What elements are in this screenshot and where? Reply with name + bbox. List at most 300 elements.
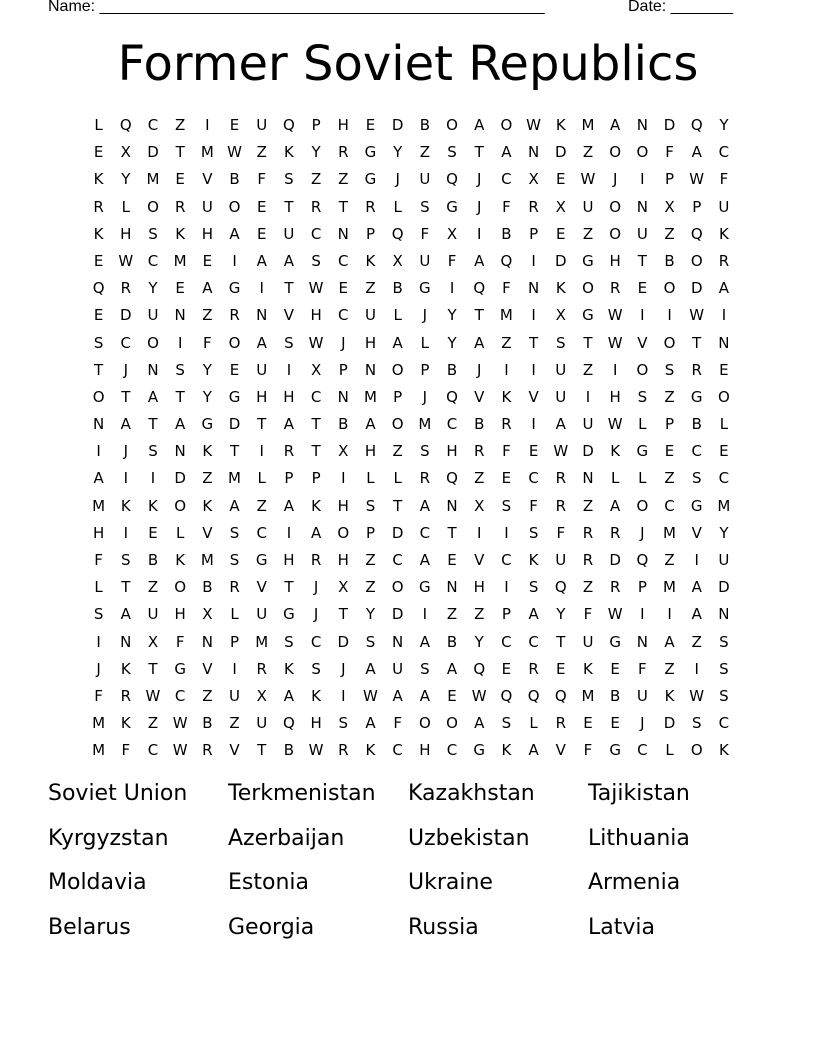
grid-letter: A (664, 632, 675, 651)
grid-letter: A (555, 415, 566, 434)
grid-letter: W (363, 686, 378, 705)
grid-letter: A (256, 251, 267, 270)
grid-letter: T (121, 387, 131, 406)
grid-letter: U (147, 306, 159, 325)
grid-letter: I (585, 387, 591, 406)
grid-letter: X (147, 632, 159, 651)
grid-letter: Z (256, 143, 267, 162)
word-list-item: Tajikistan (588, 781, 690, 806)
grid-letter: T (121, 578, 131, 597)
grid-letter: I (259, 279, 264, 298)
grid-letter: C (664, 496, 675, 515)
grid-letter: A (610, 496, 621, 515)
grid-letter: U (555, 551, 567, 569)
grid-letter: R (338, 143, 349, 162)
grid-letter: X (120, 143, 131, 162)
grid-letter: H (419, 741, 431, 760)
grid-letter: T (175, 143, 185, 162)
grid-letter: R (555, 714, 566, 733)
grid-letter: R (256, 659, 267, 678)
grid-letter: A (501, 143, 512, 162)
grid-letter: F (175, 632, 185, 651)
grid-letter: U (229, 686, 241, 705)
grid-letter: J (477, 360, 482, 379)
grid-letter: G (228, 387, 241, 406)
grid-letter: Z (147, 714, 159, 733)
grid-letter: F (94, 551, 103, 569)
grid-letter: A (283, 686, 295, 705)
grid-letter: N (120, 632, 132, 651)
grid-letter: A (120, 605, 131, 624)
grid-letter: C (256, 523, 267, 542)
grid-letter: F (420, 224, 430, 243)
grid-letter: E (556, 224, 566, 243)
grid-letter: E (93, 306, 104, 325)
grid-letter: W (308, 741, 324, 760)
grid-letter: I (640, 605, 645, 624)
grid-letter: J (477, 170, 482, 189)
grid-letter: I (286, 360, 292, 379)
grid-letter: P (365, 224, 375, 243)
grid-letter: Y (121, 170, 131, 189)
grid-letter: K (718, 224, 729, 243)
word-list-item: Estonia (228, 870, 309, 895)
grid-letter: I (96, 632, 101, 651)
grid-letter: P (665, 415, 675, 434)
grid-letter: R (609, 279, 621, 298)
grid-letter: D (228, 415, 241, 434)
grid-letter: D (582, 442, 594, 461)
grid-letter: Q (283, 116, 295, 134)
grid-letter: H (201, 224, 213, 243)
grid-letter: J (395, 170, 400, 189)
grid-letter: Q (473, 279, 486, 298)
grid-letter: A (528, 741, 539, 760)
grid-letter: E (447, 551, 457, 569)
grid-letter: Q (446, 387, 458, 406)
grid-letter: C (147, 251, 159, 270)
grid-letter: Y (365, 605, 376, 624)
grid-letter: U (201, 197, 213, 216)
grid-letter: P (637, 578, 647, 597)
grid-letter: E (637, 279, 648, 298)
grid-letter: S (365, 632, 376, 651)
grid-letter: O (174, 496, 187, 515)
word-list-item: Terkmenistan (228, 781, 376, 806)
grid-letter: W (118, 251, 134, 270)
grid-letter: X (202, 605, 213, 624)
grid-letter: R (310, 551, 322, 569)
word-list-item: Belarus (48, 914, 131, 940)
grid-letter: D (147, 143, 159, 162)
grid-letter: A (474, 251, 485, 270)
grid-letter: M (363, 387, 377, 406)
grid-letter: R (691, 360, 702, 379)
grid-letter: K (175, 224, 186, 243)
grid-letter: K (148, 496, 158, 515)
grid-letter: H (283, 551, 295, 569)
grid-letter: R (120, 279, 131, 298)
grid-letter: Q (500, 251, 513, 270)
grid-letter: I (531, 251, 536, 270)
grid-letter: R (120, 686, 131, 705)
grid-letter: O (663, 333, 676, 352)
grid-letter: Z (175, 116, 186, 134)
grid-letter: Z (664, 387, 675, 406)
grid-letter: A (283, 415, 295, 434)
grid-letter: K (555, 279, 566, 298)
grid-letter: N (256, 306, 268, 325)
grid-letter: K (175, 551, 186, 569)
grid-letter: V (528, 387, 539, 406)
grid-row (85, 139, 738, 166)
grid-letter: I (123, 523, 128, 542)
grid-letter: Q (527, 686, 540, 705)
grid-letter: A (691, 143, 702, 162)
grid-letter: R (310, 197, 322, 216)
grid-letter: C (501, 551, 512, 569)
grid-letter: X (474, 496, 485, 515)
grid-letter: E (556, 170, 566, 189)
grid-letter: W (471, 686, 487, 705)
grid-letter: A (446, 659, 458, 678)
grid-letter: I (150, 469, 156, 488)
grid-letter: O (582, 279, 594, 298)
grid-letter: S (501, 496, 512, 515)
grid-letter: E (501, 659, 512, 678)
grid-letter: Q (636, 551, 649, 569)
grid-row (85, 629, 738, 656)
grid-letter: E (583, 714, 593, 733)
grid-letter: M (228, 469, 241, 488)
grid-letter: P (692, 197, 702, 216)
grid-letter: A (691, 605, 702, 624)
grid-letter: E (528, 442, 539, 461)
grid-letter: G (473, 741, 486, 760)
grid-letter: G (582, 251, 594, 270)
grid-letter: O (500, 116, 513, 134)
grid-letter: R (419, 469, 431, 488)
grid-letter: I (477, 224, 482, 243)
grid-letter: L (94, 116, 103, 134)
grid-letter: S (229, 523, 240, 542)
grid-letter: Z (202, 469, 213, 488)
grid-letter: S (691, 469, 702, 488)
grid-letter: H (337, 116, 349, 134)
grid-letter: Y (202, 360, 212, 379)
grid-letter: F (719, 170, 729, 189)
grid-letter: K (120, 496, 131, 515)
grid-letter: A (474, 116, 485, 134)
grid-letter: R (528, 659, 539, 678)
grid-letter: T (474, 143, 484, 162)
grid-letter: O (228, 333, 241, 352)
grid-letter: L (719, 415, 729, 434)
grid-letter: H (446, 442, 458, 461)
grid-letter: G (690, 387, 703, 406)
grid-letter: H (473, 578, 485, 597)
grid-letter: E (719, 442, 729, 461)
grid-letter: O (609, 197, 622, 216)
grid-letter: Z (256, 496, 267, 515)
grid-letter: H (92, 523, 105, 542)
grid-letter: A (392, 333, 403, 352)
grid-letter: K (501, 387, 512, 406)
grid-letter: Z (365, 279, 376, 298)
grid-letter: L (610, 469, 620, 488)
grid-letter: L (175, 523, 185, 542)
grid-letter: M (581, 116, 595, 134)
grid-letter: W (172, 714, 188, 733)
word-list-item: Kyrgyzstan (48, 825, 169, 851)
grid-letter: O (174, 578, 187, 597)
grid-letter: R (501, 415, 512, 434)
grid-letter: N (174, 306, 186, 325)
grid-letter: Q (446, 170, 458, 189)
grid-letter: C (310, 632, 322, 651)
grid-letter: T (529, 333, 539, 352)
word-list-item: Georgia (228, 914, 315, 940)
grid-letter: Z (365, 578, 376, 597)
grid-letter: I (667, 605, 672, 624)
grid-letter: K (311, 686, 322, 705)
grid-letter: A (691, 578, 702, 597)
grid-letter: C (338, 306, 349, 325)
grid-letter: O (92, 387, 105, 406)
grid-letter: U (582, 415, 594, 434)
grid-letter: E (229, 116, 240, 134)
grid-letter: W (227, 143, 242, 162)
grid-letter: V (637, 333, 648, 352)
grid-letter: N (446, 496, 458, 515)
grid-letter: S (284, 333, 294, 352)
grid-letter: Q (391, 224, 404, 243)
grid-row (85, 438, 738, 465)
grid-letter: O (663, 279, 676, 298)
grid-letter: O (718, 387, 730, 406)
grid-letter: W (308, 279, 324, 298)
grid-letter: W (526, 116, 542, 134)
grid-letter: T (94, 360, 104, 379)
grid-letter: C (120, 333, 132, 352)
grid-letter: G (283, 605, 295, 624)
grid-letter: M (92, 741, 106, 760)
grid-letter: U (419, 251, 431, 270)
grid-letter: N (582, 469, 594, 488)
grid-letter: Z (582, 360, 594, 379)
grid-row (85, 384, 738, 411)
grid-letter: A (528, 605, 539, 624)
grid-letter: U (147, 605, 159, 624)
grid-letter: J (96, 659, 101, 678)
grid-letter: C (637, 741, 648, 760)
grid-row (85, 683, 738, 710)
grid-letter: N (147, 360, 159, 379)
grid-letter: F (502, 197, 511, 216)
grid-letter: F (447, 251, 457, 270)
grid-letter: S (175, 360, 185, 379)
grid-row (85, 302, 738, 329)
grid-letter: I (640, 170, 645, 189)
grid-letter: Z (664, 659, 675, 678)
grid-letter: B (691, 415, 702, 434)
grid-letter: V (555, 741, 566, 760)
grid-row (85, 330, 738, 357)
grid-letter: T (257, 741, 267, 760)
grid-letter: R (718, 251, 730, 270)
grid-letter: W (607, 415, 623, 434)
grid-letter: L (121, 197, 130, 216)
grid-letter: G (582, 306, 594, 325)
grid-letter: O (391, 578, 404, 597)
grid-letter: D (174, 469, 186, 488)
grid-row (85, 357, 738, 384)
grid-letter: S (501, 714, 512, 733)
grid-letter: C (338, 251, 349, 270)
grid-letter: C (147, 741, 159, 760)
grid-letter: S (420, 197, 430, 216)
grid-letter: Q (283, 714, 295, 733)
grid-letter: C (392, 741, 403, 760)
grid-letter: U (256, 116, 268, 134)
grid-letter: U (256, 360, 268, 379)
grid-letter: F (121, 741, 131, 760)
grid-letter: K (583, 659, 593, 678)
grid-letter: V (474, 551, 485, 569)
date-field[interactable]: Date: _______ (628, 0, 733, 15)
grid-letter: I (422, 605, 428, 624)
grid-letter: I (232, 251, 237, 270)
word-list-item: Soviet Union (48, 781, 188, 806)
grid-letter: L (393, 469, 402, 488)
word-list-item: Armenia (588, 870, 681, 895)
grid-letter: J (313, 578, 319, 597)
grid-letter: F (393, 714, 402, 733)
grid-letter: C (528, 469, 539, 488)
grid-letter: T (583, 333, 593, 352)
grid-letter: S (447, 143, 457, 162)
grid-letter: S (691, 714, 702, 733)
grid-letter: I (721, 306, 727, 325)
grid-letter: C (147, 116, 159, 134)
grid-letter: A (474, 333, 485, 352)
grid-letter: L (420, 333, 430, 352)
grid-letter: S (719, 659, 729, 678)
grid-row (85, 547, 738, 574)
grid-row (85, 574, 738, 601)
grid-letter: J (612, 170, 618, 189)
grid-letter: P (230, 632, 240, 651)
grid-letter: H (609, 387, 621, 406)
grid-letter: K (120, 659, 131, 678)
grid-letter: W (689, 306, 705, 325)
grid-letter: Q (119, 116, 132, 134)
grid-letter: I (531, 415, 536, 434)
grid-letter: G (174, 659, 186, 678)
grid-letter: H (256, 387, 268, 406)
grid-letter: U (555, 387, 567, 406)
name-field[interactable]: Name: __________________________________________________ (48, 0, 545, 15)
grid-letter: F (583, 741, 593, 760)
grid-letter: P (529, 224, 539, 243)
grid-letter: Q (473, 659, 486, 678)
grid-letter: K (202, 496, 213, 515)
grid-letter: T (637, 251, 647, 270)
grid-letter: A (419, 551, 430, 569)
grid-letter: C (419, 523, 431, 542)
grid-letter: T (474, 306, 484, 325)
grid-row (85, 601, 738, 628)
grid-letter: H (310, 714, 322, 733)
grid-letter: O (636, 360, 649, 379)
grid-letter: F (502, 442, 511, 461)
grid-letter: Z (474, 469, 485, 488)
grid-letter: F (665, 143, 674, 162)
grid-letter: Z (664, 551, 675, 569)
grid-letter: Z (664, 469, 675, 488)
grid-letter: A (175, 415, 186, 434)
grid-letter: T (148, 659, 158, 678)
grid-letter: H (337, 496, 349, 515)
grid-letter: E (148, 523, 158, 542)
grid-letter: E (229, 360, 240, 379)
grid-letter: E (447, 686, 457, 705)
grid-letter: L (94, 578, 103, 597)
grid-letter: I (667, 306, 672, 325)
word-list-item: Ukraine (408, 870, 493, 895)
grid-letter: S (528, 578, 539, 597)
grid-letter: T (284, 578, 294, 597)
grid-letter: D (609, 551, 621, 569)
grid-letter: G (419, 578, 431, 597)
grid-letter: M (173, 251, 187, 270)
grid-letter: R (283, 442, 295, 461)
grid-letter: L (366, 469, 375, 488)
grid-letter: G (609, 632, 621, 651)
grid-letter: K (93, 170, 104, 189)
grid-letter: G (636, 442, 649, 461)
grid-letter: U (636, 224, 648, 243)
grid-letter: I (612, 360, 618, 379)
grid-letter: Z (582, 496, 594, 515)
grid-letter: X (338, 442, 349, 461)
grid-letter: A (392, 686, 403, 705)
grid-letter: W (607, 605, 623, 624)
grid-letter: L (393, 306, 402, 325)
grid-letter: E (501, 469, 512, 488)
grid-letter: H (609, 251, 621, 270)
grid-letter: A (202, 279, 213, 298)
grid-letter: A (229, 224, 240, 243)
grid-letter: R (174, 197, 186, 216)
grid-letter: Z (229, 714, 240, 733)
grid-letter: B (446, 632, 458, 651)
grid-letter: N (364, 360, 377, 379)
grid-letter: R (202, 741, 213, 760)
grid-letter: G (609, 741, 621, 760)
grid-letter: J (640, 714, 645, 733)
grid-letter: X (555, 197, 566, 216)
grid-letter: T (556, 632, 566, 651)
grid-letter: U (555, 360, 567, 379)
grid-letter: Z (582, 224, 594, 243)
grid-letter: K (501, 741, 512, 760)
grid-letter: R (582, 551, 594, 569)
grid-letter: U (283, 224, 295, 243)
grid-letter: E (610, 659, 620, 678)
grid-letter: F (529, 496, 538, 515)
grid-letter: Y (393, 143, 403, 162)
